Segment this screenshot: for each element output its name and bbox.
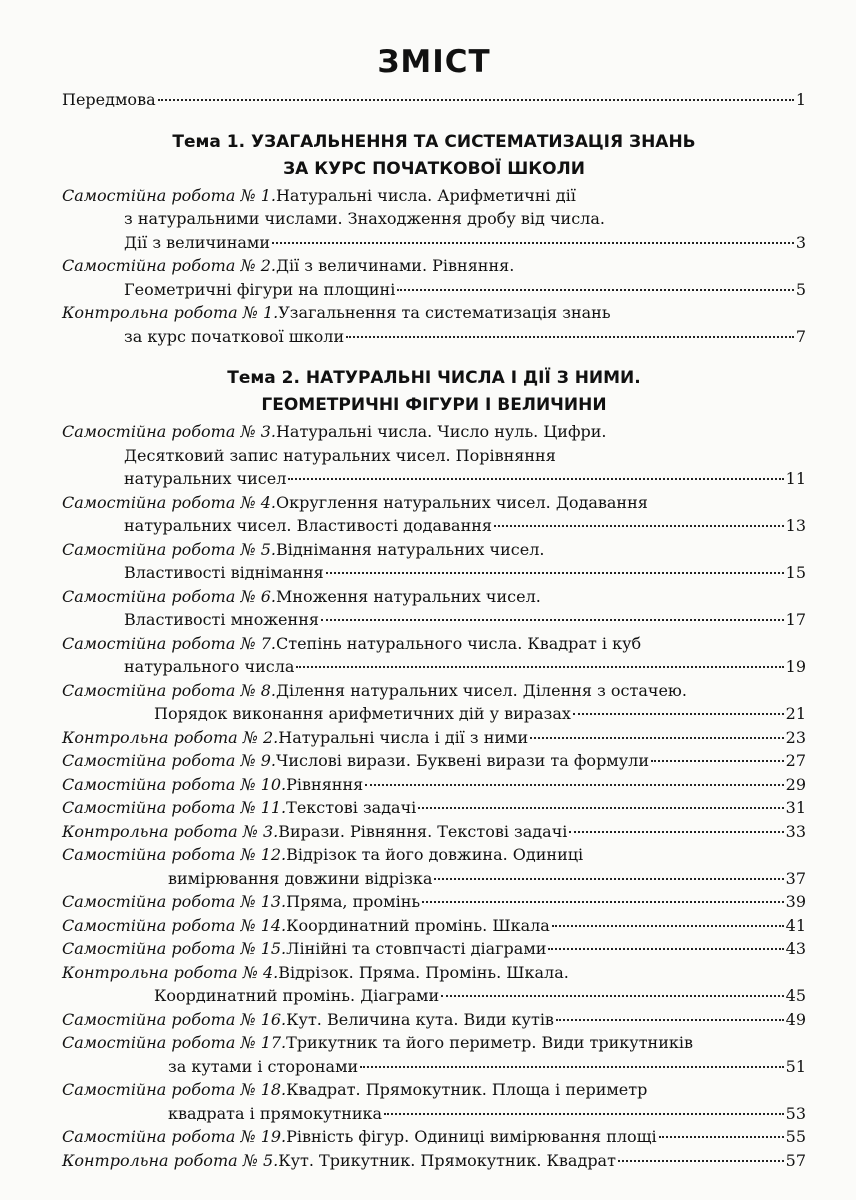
entry-label: Самостійна робота № 17. [62,1033,287,1052]
section-heading-line: ГЕОМЕТРИЧНІ ФІГУРИ І ВЕЛИЧИНИ [261,395,607,415]
entry-text: Координатний промінь. Шкала [286,915,550,935]
page-number: 39 [785,892,806,911]
page-number: 55 [785,1127,806,1146]
page-number: 19 [785,657,806,676]
dot-leader [548,948,783,950]
dot-leader [434,878,783,880]
entry-text: за кутами і сторонами [168,1056,359,1076]
entry-label: Самостійна робота № 5. [62,539,276,559]
toc-line [62,1125,806,1149]
dot-leader [618,1160,784,1162]
page-number: 51 [785,1056,806,1076]
entry-label: Самостійна робота № 8. [62,680,276,700]
toc-entry [62,890,806,914]
toc-line [62,890,806,914]
entry-label: Самостійна робота № 2. [62,256,276,275]
entry-text: Текстові задачі [286,798,417,817]
dot-leader [365,784,783,786]
entry-label: Контрольна робота № 5. [62,1150,279,1170]
entry-text: вимірювання довжини відрізка [168,868,433,888]
entry-label: Самостійна робота № 3. [62,422,276,441]
entry-text: Властивості множення [124,610,319,629]
entry-text: Квадрат. Прямокутник. Площа і периметр [286,1080,648,1099]
toc-line [62,491,806,515]
entry-text: Множення натуральних чисел. [275,586,541,606]
page-number: 23 [785,727,806,747]
entry-label: Контрольна робота № 2. [62,727,279,747]
toc-line [62,608,806,632]
page-number: 13 [785,516,806,535]
toc-entry [62,538,806,585]
entry-text: Пряма, промінь [286,892,421,911]
page-number: 17 [785,610,806,629]
toc-line [62,278,806,302]
entry-label: Самостійна робота № 19. [62,1127,287,1146]
toc-line [62,796,806,820]
toc-line [62,843,806,867]
entry-text: Натуральні числа. Число нуль. Цифри. [275,422,607,441]
dot-leader [530,737,784,739]
entry-label: Самостійна робота № 9. [62,751,276,770]
entry-text: квадрата і прямокутника [168,1103,383,1123]
entry-text: Властивості віднімання [124,563,324,582]
entry-text: Віднімання натуральних чисел. [275,539,545,559]
entry-text: Десятковий запис натуральних чисел. Порівняння [124,445,556,465]
entry-text: Кут. Величина кута. Види кутів [286,1009,554,1029]
entry-text: Кут. Трикутник. Прямокутник. Квадрат [278,1150,616,1170]
entry-label: Самостійна робота № 14. [62,915,287,935]
toc-entry-preface [62,88,806,112]
toc-entry-title: Передмова [62,90,156,109]
toc-line [62,749,806,773]
toc-entry [62,820,806,844]
toc-entry [62,491,806,538]
entry-text: Геометричні фігури на площині [124,279,396,299]
entry-label: Самостійна робота № 7. [62,633,276,653]
toc-entry [62,1031,806,1078]
page-number: 11 [785,469,806,488]
entry-label: Самостійна робота № 16. [62,1009,287,1029]
toc-entry [62,420,806,491]
toc-list [62,88,806,1172]
entry-text: Округлення натуральних чисел. Додавання [275,492,648,512]
page-number: 15 [785,563,806,582]
toc-entry [62,937,806,961]
toc-line [62,726,806,750]
page-number: 43 [785,939,806,958]
dot-leader [346,336,794,338]
toc-line [62,984,806,1008]
toc-line [62,937,806,961]
toc-line [62,1031,806,1055]
toc-entry [62,726,806,750]
entry-text: Вирази. Рівняння. Текстові задачі [278,821,568,841]
toc-entry [62,1078,806,1125]
toc-line [62,1008,806,1032]
dot-leader [360,1066,783,1068]
toc-line [62,325,806,349]
entry-text: Натуральні числа і дії з ними [278,727,529,747]
page-number: 27 [785,751,806,770]
page-number: 21 [785,704,806,723]
toc-entry [62,632,806,679]
table-of-contents [62,44,806,1172]
toc-entry [62,1149,806,1173]
entry-text: натуральних чисел. Властивості додавання [124,516,493,535]
dot-leader [384,1113,784,1115]
page-number: 1 [795,90,806,109]
entry-text: Порядок виконання арифметичних дій у виразах [154,704,571,723]
toc-entry [62,184,806,255]
toc-line [62,773,806,797]
toc-line [62,632,806,656]
toc-entry [62,796,806,820]
entry-label: Самостійна робота № 13. [62,892,287,911]
dot-leader [272,242,794,244]
toc-entry [62,679,806,726]
entry-text: натурального числа [124,657,295,676]
toc-line [62,585,806,609]
toc-line [62,1149,806,1173]
entry-text: за курс початкової школи [124,326,345,346]
section-heading-line: Тема 1. УЗАГАЛЬНЕННЯ ТА СИСТЕМАТИЗАЦІЯ ЗНАНЬ [172,131,696,152]
page-number: 37 [785,868,806,888]
entry-text: Ділення натуральних чисел. Ділення з остачею. [275,680,687,700]
entry-text: Відрізок. Пряма. Промінь. Шкала. [278,962,569,982]
toc-line [62,301,806,325]
dot-leader [651,760,784,762]
dot-leader [326,572,784,574]
toc-entry [62,1125,806,1149]
page-number: 53 [785,1103,806,1123]
toc-line [62,702,806,726]
page-number: 7 [795,326,806,346]
dot-leader [158,99,794,101]
entry-text: Рівняння [286,774,364,794]
toc-line [62,1055,806,1079]
entry-text: Степінь натурального числа. Квадрат і куб [275,633,642,653]
page-number: 45 [785,986,806,1005]
toc-entry [62,301,806,348]
entry-text: Трикутник та його периметр. Види трикутників [286,1033,693,1052]
entry-text: Натуральні числа. Арифметичні дії [275,185,576,205]
entry-text: натуральних чисел [124,469,287,488]
page-number: 3 [795,232,806,252]
toc-line [62,820,806,844]
section-heading-line: Тема 2. НАТУРАЛЬНІ ЧИСЛА І ДІЇ З НИМИ. [227,368,641,388]
dot-leader [494,525,784,527]
entry-label: Самостійна робота № 6. [62,586,276,606]
dot-leader [659,1136,784,1138]
dot-leader [422,901,784,903]
toc-entry [62,254,806,301]
page-number: 31 [785,798,806,817]
dot-leader [552,925,784,927]
entry-label: Самостійна робота № 1. [62,185,276,205]
entry-label: Самостійна робота № 10. [62,774,287,794]
dot-leader [556,1019,784,1021]
toc-line [62,467,806,491]
entry-label: Самостійна робота № 4. [62,492,276,512]
dot-leader [321,619,784,621]
toc-line [62,88,806,112]
toc-line [62,1102,806,1126]
entry-text: Відрізок та його довжина. Одиниці [286,845,584,864]
entry-label: Самостійна робота № 18. [62,1080,287,1099]
entry-text: з натуральними числами. Знаходження дробу від числа. [124,209,605,228]
entry-label: Контрольна робота № 4. [62,962,279,982]
entry-text: Дії з величинами. Рівняння. [275,256,515,275]
entry-text: Лінійні та стовпчасті діаграми [286,939,547,958]
section-heading [62,129,806,183]
entry-text: Координатний промінь. Діаграми [154,986,440,1005]
toc-line [62,867,806,891]
page-number: 29 [785,774,806,794]
page-number: 57 [785,1150,806,1170]
toc-line [62,254,806,278]
page-number: 5 [795,279,806,299]
toc-line [62,655,806,679]
toc-line [62,961,806,985]
dot-leader [397,289,794,291]
entry-text: Узагальнення та систематизація знань [278,303,611,322]
toc-entry [62,1008,806,1032]
toc-entry [62,843,806,890]
section-heading [62,365,806,419]
page-number: 41 [785,915,806,935]
toc-entry [62,585,806,632]
toc-line [62,679,806,703]
dot-leader [573,713,784,715]
toc-line [62,914,806,938]
toc-line [62,1078,806,1102]
toc-entry [62,773,806,797]
dot-leader [296,666,783,668]
toc-line [62,231,806,255]
toc-line [62,561,806,585]
dot-leader [441,995,784,997]
toc-entry [62,914,806,938]
entry-label: Самостійна робота № 11. [62,798,287,817]
toc-line [62,514,806,538]
toc-line [62,538,806,562]
page-title: ЗМІСТ [377,44,491,80]
dot-leader [569,831,783,833]
toc-entry [62,749,806,773]
page-number: 33 [785,821,806,841]
toc-entry [62,961,806,1008]
entry-label: Контрольна робота № 1. [62,303,279,322]
entry-label: Самостійна робота № 15. [62,939,287,958]
toc-line [62,420,806,444]
entry-text: Дії з величинами [124,232,270,252]
dot-leader [288,478,783,480]
toc-line [62,444,806,468]
entry-label: Самостійна робота № 12. [62,845,287,864]
entry-text: Числові вирази. Буквені вирази та формули [275,751,649,770]
toc-line [62,184,806,208]
page-number: 49 [785,1009,806,1029]
dot-leader [418,807,783,809]
entry-label: Контрольна робота № 3. [62,821,279,841]
section-heading-line: ЗА КУРС ПОЧАТКОВОЇ ШКОЛИ [283,158,585,179]
toc-line [62,207,806,231]
entry-text: Рівність фігур. Одиниці вимірювання площі [286,1127,657,1146]
